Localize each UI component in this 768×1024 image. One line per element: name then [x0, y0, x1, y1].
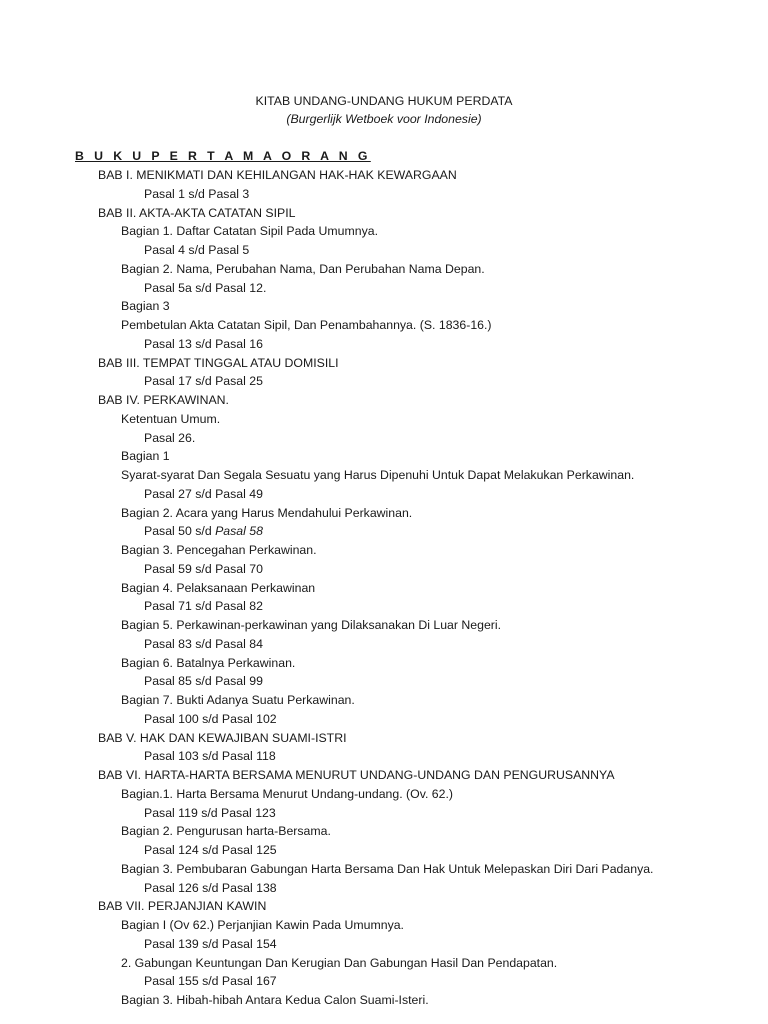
chapter-heading: BAB I. MENIKMATI DAN KEHILANGAN HAK-HAK KEWARGAAN [98, 168, 457, 182]
article-range: Pasal 85 s/d Pasal 99 [144, 674, 263, 689]
article-range: Pasal 71 s/d Pasal 82 [144, 599, 263, 614]
section-heading: Bagian 5. Perkawinan-perkawinan yang Dilaksanakan Di Luar Negeri. [121, 618, 502, 632]
document-title: KITAB UNDANG-UNDANG HUKUM PERDATA [255, 94, 513, 108]
article-range: Pasal 83 s/d Pasal 84 [144, 636, 263, 651]
article-range: Pasal 17 s/d Pasal 25 [144, 374, 263, 389]
section-heading: Bagian 3. Pembubaran Gabungan Harta Bersama Dan Hak Untuk Melepaskan Diri Dari Padanya. [121, 861, 654, 876]
section-heading: Bagian I (Ov 62.) Perjanjian Kawin Pada Umumnya. [121, 918, 404, 932]
section-heading: Bagian 3 [121, 299, 170, 314]
article-range-end: Pasal 58 [215, 524, 263, 539]
section-heading: Pembetulan Akta Catatan Sipil, Dan Penambahannya. (S. 1836-16.) [121, 318, 492, 332]
article-range: Pasal 26. [144, 430, 196, 445]
section-heading: Bagian 1 [121, 449, 170, 464]
chapter-heading: BAB III. TEMPAT TINGGAL ATAU DOMISILI [98, 355, 339, 370]
book-heading: B U K U P E R T A M A O R A N G [75, 149, 371, 163]
article-range: Pasal 27 s/d Pasal 49 [144, 486, 263, 501]
article-range: Pasal 119 s/d Pasal 123 [144, 805, 276, 820]
article-range: Pasal 1 s/d Pasal 3 [144, 186, 250, 201]
section-heading: Bagian 4. Pelaksanaan Perkawinan [121, 580, 316, 595]
article-range: Pasal 5a s/d Pasal 12. [144, 280, 267, 295]
article-range: Pasal 59 s/d Pasal 70 [144, 561, 263, 576]
section-heading: Bagian 7. Bukti Adanya Suatu Perkawinan. [121, 693, 355, 707]
chapter-heading: BAB IV. PERKAWINAN. [98, 393, 229, 407]
chapter-heading: BAB II. AKTA-AKTA CATATAN SIPIL [98, 205, 296, 220]
section-heading: 2. Gabungan Keuntungan Dan Kerugian Dan Gabungan Hasil Dan Pendapatan. [121, 955, 558, 970]
article-range: Pasal 4 s/d Pasal 5 [144, 243, 250, 257]
article-range: Pasal 139 s/d Pasal 154 [144, 936, 277, 951]
article-range: Pasal 13 s/d Pasal 16 [144, 336, 263, 351]
section-heading: Bagian 6. Batalnya Perkawinan. [121, 655, 296, 670]
article-range: Pasal 103 s/d Pasal 118 [144, 749, 276, 764]
article-range-start: Pasal 50 s/d [144, 524, 212, 539]
section-heading: Bagian.1. Harta Bersama Menurut Undang-undang. (Ov. 62.) [121, 786, 453, 801]
document-subtitle: (Burgerlijk Wetboek voor Indonesie) [286, 112, 482, 126]
article-range: Pasal 126 s/d Pasal 138 [144, 880, 277, 895]
section-heading: Bagian 2. Pengurusan harta-Bersama. [121, 824, 331, 839]
section-heading: Ketentuan Umum. [121, 411, 221, 426]
chapter-heading: BAB V. HAK DAN KEWAJIBAN SUAMI-ISTRI [98, 730, 347, 745]
section-heading: Bagian 1. Daftar Catatan Sipil Pada Umumnya. [121, 224, 379, 239]
section-heading: Bagian 3. Hibah-hibah Antara Kedua Calon Suami-Isteri. [121, 993, 429, 1007]
table-of-contents [0, 166, 768, 1010]
article-range: Pasal 155 s/d Pasal 167 [144, 974, 277, 989]
section-heading: Syarat-syarat Dan Segala Sesuatu yang Harus Dipenuhi Untuk Dapat Melakukan Perkawinan. [121, 468, 635, 482]
section-heading: Bagian 2. Acara yang Harus Mendahului Perkawinan. [121, 505, 413, 520]
section-heading: Bagian 3. Pencegahan Perkawinan. [121, 543, 317, 557]
article-range: Pasal 100 s/d Pasal 102 [144, 711, 277, 726]
chapter-heading: BAB VI. HARTA-HARTA BERSAMA MENURUT UNDANG-UNDANG DAN PENGURUSANNYA [98, 768, 615, 782]
section-heading: Bagian 2. Nama, Perubahan Nama, Dan Perubahan Nama Depan. [121, 261, 485, 276]
article-range [0, 522, 768, 541]
chapter-heading: BAB VII. PERJANJIAN KAWIN [98, 899, 267, 914]
article-range: Pasal 124 s/d Pasal 125 [144, 843, 277, 857]
